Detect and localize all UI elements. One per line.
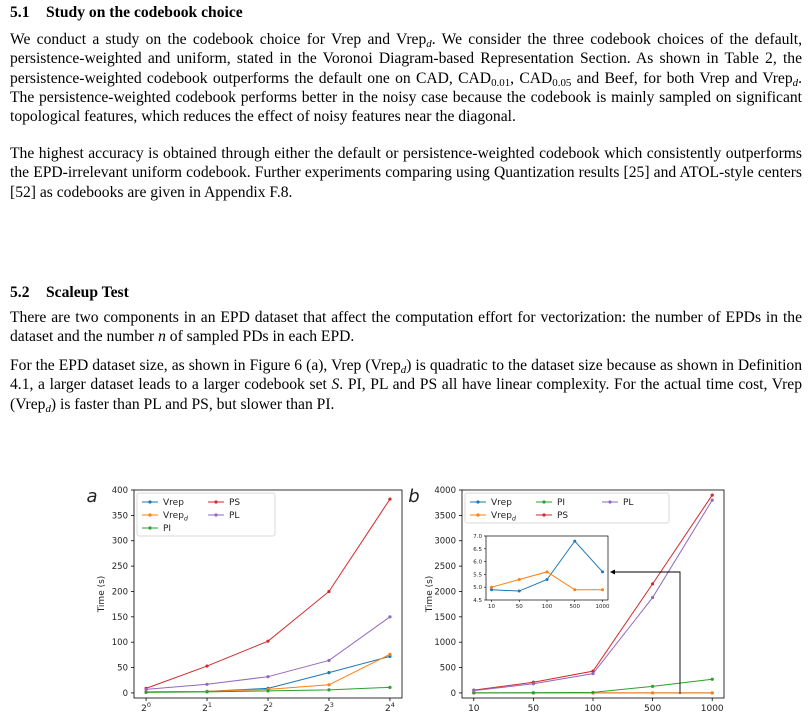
y-tick-label: 300	[111, 536, 128, 547]
data-point	[144, 688, 147, 691]
y-tick-label: 2500	[434, 562, 456, 573]
y-tick-label: 1500	[434, 612, 456, 623]
data-point	[388, 498, 391, 501]
data-point	[711, 493, 714, 496]
x-tick-label: $2^4$	[385, 701, 395, 714]
data-point	[532, 682, 535, 685]
data-point	[388, 686, 391, 689]
data-point	[205, 690, 208, 693]
y-tick-label: 0	[122, 688, 128, 699]
inset-y-tick-label: 4.5	[473, 598, 482, 604]
data-point	[327, 590, 330, 593]
section-number: 5.1	[10, 4, 30, 21]
x-tick-label: $2^0$	[141, 701, 151, 714]
series-line-PL	[146, 617, 390, 690]
section-title: Study on the codebook choice	[46, 4, 243, 21]
inset-y-tick-label: 6.5	[473, 546, 482, 553]
data-point	[144, 691, 147, 694]
inset-x-tick-label: 10	[487, 604, 495, 610]
legend-marker	[608, 500, 611, 503]
legend-label: PL	[623, 498, 634, 508]
y-tick-label: 50	[117, 663, 128, 674]
inset-x-tick-label: 100	[541, 604, 553, 610]
legend-marker	[476, 513, 479, 516]
y-tick-label: 400	[111, 486, 128, 496]
inset-data-point	[518, 578, 521, 581]
section-heading-5-1	[10, 4, 243, 22]
data-point	[591, 691, 594, 694]
inset-data-point	[546, 578, 549, 581]
data-point	[327, 671, 330, 674]
figure-6	[0, 478, 808, 716]
legend-marker	[476, 500, 479, 503]
data-point	[327, 683, 330, 686]
x-tick-label: 10	[468, 704, 480, 714]
panel-letter: a	[86, 486, 98, 507]
inset-x-tick-label: 50	[515, 604, 523, 610]
y-axis-label: Time (s)	[97, 575, 107, 613]
legend-label: PI	[557, 498, 566, 508]
y-tick-label: 500	[439, 663, 456, 674]
data-point	[711, 499, 714, 502]
inset-y-tick-label: 6.0	[473, 559, 482, 566]
legend-label: PI	[163, 524, 172, 534]
panel-letter: b	[408, 486, 420, 507]
chart-panel-b	[408, 486, 724, 716]
data-point	[388, 653, 391, 656]
data-point	[205, 664, 208, 667]
data-point	[205, 683, 208, 686]
data-point	[711, 678, 714, 681]
legend-marker	[148, 513, 151, 516]
legend-marker	[542, 513, 545, 516]
legend-marker	[214, 500, 217, 503]
inset-data-point	[546, 570, 549, 573]
x-tick-label: $2^3$	[324, 701, 334, 714]
inset-y-tick-label: 5.0	[473, 585, 482, 592]
inset-chart	[473, 534, 680, 694]
x-tick-label: 50	[527, 704, 540, 714]
data-point	[266, 640, 269, 643]
x-tick-label: $2^1$	[202, 701, 212, 714]
x-tick-label: 100	[584, 704, 602, 714]
data-point	[651, 582, 654, 585]
data-point	[532, 691, 535, 694]
y-tick-label: 150	[111, 612, 128, 623]
section-heading-5-2	[10, 284, 129, 302]
data-point	[711, 691, 714, 694]
legend-marker	[542, 500, 545, 503]
legend-label: PS	[557, 511, 569, 521]
data-point	[591, 672, 594, 675]
inset-y-tick-label: 7.0	[473, 534, 482, 540]
y-tick-label: 100	[111, 638, 128, 649]
data-point	[651, 691, 654, 694]
y-tick-label: 0	[450, 688, 456, 699]
data-point	[327, 688, 330, 691]
x-tick-label: 1000	[700, 704, 724, 714]
legend-label: Vrep$_d$	[163, 511, 189, 523]
legend-marker	[148, 500, 151, 503]
paragraph: The highest accuracy is obtained through either the default or persistence-weighted codebook which consistently outperforms the EPD-irrelevant uniform codebook. Further experiments comparing using Quantization results [25] and ATOL-style centers [52] as codebooks are given in Appendix F.8.	[10, 145, 802, 201]
inset-data-point	[490, 586, 493, 589]
inset-x-tick-label: 500	[569, 604, 581, 610]
inset-arrowhead	[610, 570, 615, 575]
data-point	[327, 659, 330, 662]
legend-marker	[214, 513, 217, 516]
legend-label: PL	[229, 511, 240, 521]
inset-data-point	[573, 588, 576, 591]
data-point	[266, 675, 269, 678]
data-point	[266, 689, 269, 692]
y-tick-label: 2000	[434, 587, 456, 598]
data-point	[472, 689, 475, 692]
x-tick-label: $2^2$	[263, 701, 273, 714]
legend-label: Vrep	[491, 498, 512, 508]
inset-y-tick-label: 5.5	[473, 572, 482, 579]
chart-panel-a	[86, 486, 402, 716]
y-tick-label: 350	[111, 511, 128, 522]
y-tick-label: 200	[111, 587, 128, 598]
legend-label: Vrep$_d$	[491, 511, 517, 523]
data-point	[651, 596, 654, 599]
inset-data-point	[518, 590, 521, 593]
y-tick-label: 1000	[434, 638, 456, 649]
inset-data-point	[601, 570, 604, 573]
inset-data-point	[573, 540, 576, 543]
legend-label: Vrep	[163, 498, 184, 508]
y-tick-label: 250	[111, 562, 128, 573]
data-point	[388, 615, 391, 618]
y-axis-label: Time (s)	[425, 575, 435, 613]
inset-data-point	[601, 588, 604, 591]
data-point	[651, 685, 654, 688]
legend-marker	[148, 526, 151, 529]
inset-x-tick-label: 1000	[595, 604, 610, 610]
y-tick-label: 3000	[434, 536, 456, 547]
y-tick-label: 3500	[434, 511, 456, 522]
inset-data-point	[490, 588, 493, 591]
y-tick-label: 4000	[434, 486, 456, 496]
x-tick-label: 500	[644, 704, 662, 714]
section-title: Scaleup Test	[46, 284, 129, 301]
paragraph: There are two components in an EPD dataset that affect the computation effort for vectorization: the number of EPDs in the dataset and the number n of sampled PDs in each EPD.	[10, 309, 802, 346]
inset-connector	[614, 572, 680, 694]
paragraph: For the EPD dataset size, as shown in Figure 6 (a), Vrep (Vrep$_d$) is quadratic to the dataset size because as shown in Definition 4.1, a larger dataset leads to a larger codebook set S. PI, PL and PS all have linear complexity. For the actual time cost, Vrep (Vrep$_d$) is faster than PL and PS, but slower than PI.	[10, 357, 803, 415]
legend-label: PS	[229, 498, 241, 508]
paragraph: We conduct a study on the codebook choice for Vrep and Vrep$_d$. We consider the three codebook choices of the default, persistence-weighted and uniform, stated in the Voronoi Diagram-based Representation Section. As shown in Table 2, the persistence-weighted codebook outperforms the default one on CAD, $CAD_{0.01}$, $CAD_{0.05}$ and Beef, for both Vrep and Vrep$_d$. The persistence-weighted codebook performs better in the noisy case because the codebook is mainly sampled on significant topological features, which reduces the effect of noisy features near the diagonal.	[10, 31, 802, 126]
section-number: 5.2	[10, 284, 30, 301]
